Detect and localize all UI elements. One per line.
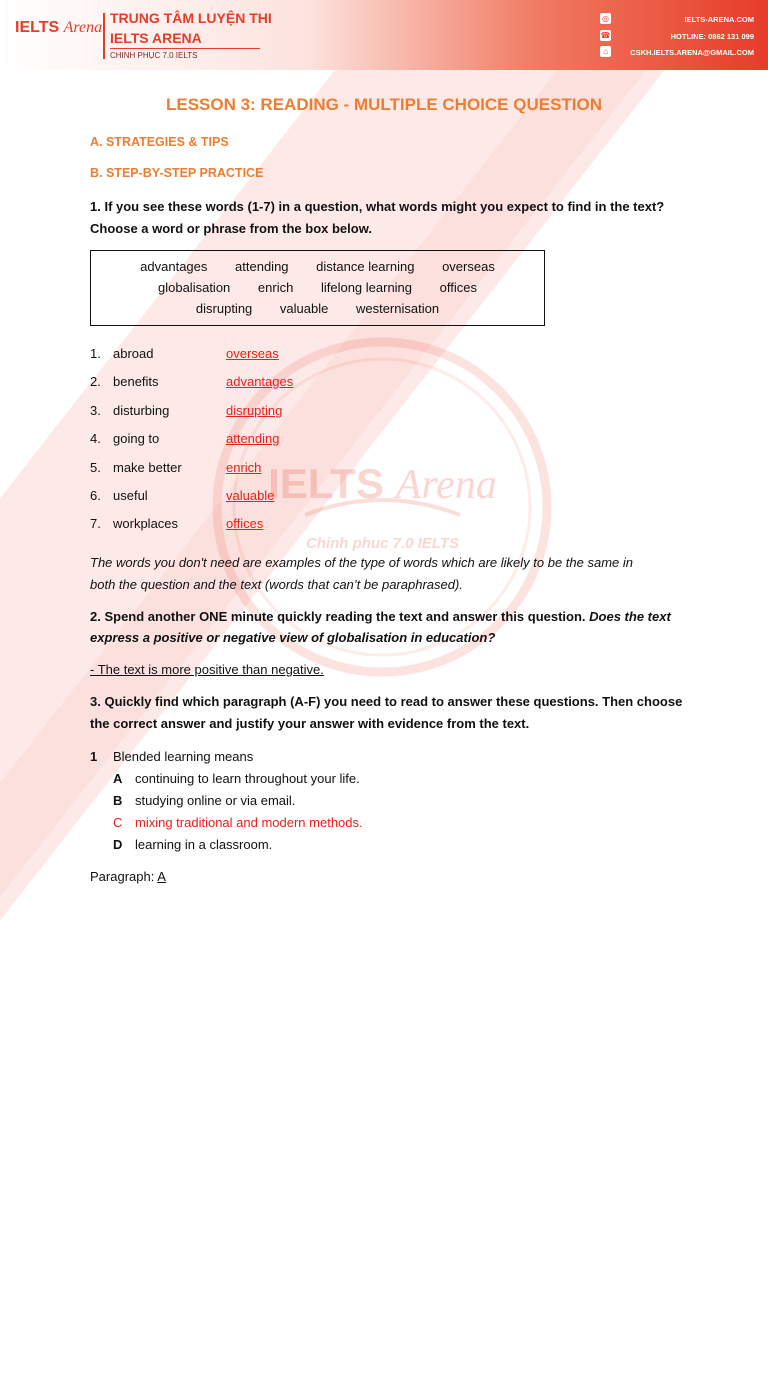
list-item-number: 4. xyxy=(90,431,101,446)
question-3-item-text: Blended learning means xyxy=(113,749,254,764)
question-2-prompt-start: Does the text xyxy=(589,609,671,624)
note-line-2: both the question and the text (words that can’t be paraphrased). xyxy=(90,577,463,592)
list-item-word: workplaces xyxy=(113,516,179,531)
question-1-line-1: 1. If you see these words (1-7) in a question, what words might you expect to find in the text? xyxy=(90,199,665,214)
list-item-word: disturbing xyxy=(113,403,170,418)
watermark-brand: IELTS Arena xyxy=(268,460,497,508)
question-1-line-2: Choose a word or phrase from the box below. xyxy=(90,221,372,236)
box-word: lifelong learning xyxy=(320,280,413,295)
box-word: globalisation xyxy=(158,280,231,295)
list-item-word: abroad xyxy=(113,346,154,361)
question-2-line-2: express a positive or negative view of globalisation in education? xyxy=(90,630,496,645)
box-word: disrupting xyxy=(195,301,253,316)
option-letter-b: B xyxy=(113,793,123,808)
box-word: valuable xyxy=(279,301,329,316)
question-3-line-2: the correct answer and justify your answer with evidence from the text. xyxy=(90,716,530,731)
option-text-b: studying online or via email. xyxy=(135,793,296,808)
question-2-answer: - The text is more positive than negative. xyxy=(90,662,324,677)
list-item-word: benefits xyxy=(113,374,159,389)
option-text-a: continuing to learn throughout your life. xyxy=(135,771,360,786)
brand-logo: IELTS Arena xyxy=(15,19,103,36)
box-word: attending xyxy=(235,259,289,274)
option-letter-d: D xyxy=(113,837,123,852)
phone-icon: ☎ xyxy=(600,31,611,40)
email-link[interactable]: CSKH.IELTS.ARENA@GMAIL.COM xyxy=(630,48,754,57)
list-item-answer: overseas xyxy=(226,346,279,361)
paragraph-answer: A xyxy=(157,869,166,884)
question-2-line-1 xyxy=(90,609,671,624)
question-3-line-1: 3. Quickly find which paragraph (A-F) you need to read to answer these questions. Then choose xyxy=(90,694,683,709)
list-item-answer: attending xyxy=(226,431,280,446)
list-item-number: 6. xyxy=(90,488,101,503)
box-word: distance learning xyxy=(316,259,415,274)
list-item-answer: offices xyxy=(226,516,264,531)
header-divider xyxy=(103,13,105,59)
watermark-tagline: Chinh phuc 7.0 IELTS xyxy=(305,535,460,552)
center-tagline: CHINH PHỤC 7.0 IELTS xyxy=(110,51,198,60)
word-box-row xyxy=(91,280,544,295)
list-item-number: 5. xyxy=(90,460,101,475)
option-text-c: mixing traditional and modern methods. xyxy=(135,815,363,830)
list-item-word: useful xyxy=(113,488,148,503)
center-name: IELTS ARENA xyxy=(110,30,202,46)
lesson-title: LESSON 3: READING - MULTIPLE CHOICE QUESTION xyxy=(165,95,603,114)
note-line-1: The words you don't need are examples of the type of words which are likely to be the same in xyxy=(90,555,633,570)
option-letter-c: C xyxy=(113,815,123,830)
list-item-word: make better xyxy=(113,460,182,475)
option-letter-a: A xyxy=(113,771,123,786)
list-item-number: 3. xyxy=(90,403,101,418)
list-item-number: 1. xyxy=(90,346,101,361)
box-word: offices xyxy=(439,280,477,295)
website-link[interactable]: IELTS-ARENA.COM xyxy=(684,15,754,24)
center-title: TRUNG TÂM LUYỆN THI xyxy=(110,10,272,26)
option-text-d: learning in a classroom. xyxy=(135,837,273,852)
paragraph-answer-line xyxy=(90,869,166,884)
list-item-number: 2. xyxy=(90,374,101,389)
section-a-heading: A. STRATEGIES & TIPS xyxy=(90,135,229,149)
home-icon: ⌂ xyxy=(600,46,611,57)
word-box xyxy=(90,250,545,326)
paragraph-label: Paragraph: xyxy=(90,869,158,884)
question-3-item-number: 1 xyxy=(90,749,98,764)
list-item-answer: advantages xyxy=(226,374,294,389)
word-box-row xyxy=(91,301,544,316)
center-rule xyxy=(110,48,260,49)
question-2-instruction: 2. Spend another ONE minute quickly reading the text and answer this question. xyxy=(90,609,590,624)
globe-icon: ◎ xyxy=(600,13,611,24)
box-word: advantages xyxy=(140,259,208,274)
page-header xyxy=(0,0,768,70)
list-item-answer: valuable xyxy=(226,488,275,503)
box-word: overseas xyxy=(442,259,495,274)
list-item-word: going to xyxy=(113,431,160,446)
list-item-answer: enrich xyxy=(226,460,262,475)
section-b-heading: B. STEP-BY-STEP PRACTICE xyxy=(90,166,264,180)
list-item-answer: disrupting xyxy=(226,403,283,418)
box-word: westernisation xyxy=(355,301,440,316)
list-item-number: 7. xyxy=(90,516,101,531)
word-box-row xyxy=(91,259,544,274)
box-word: enrich xyxy=(257,280,294,295)
hotline-text: HOTLINE: 0862 131 099 xyxy=(670,32,754,41)
